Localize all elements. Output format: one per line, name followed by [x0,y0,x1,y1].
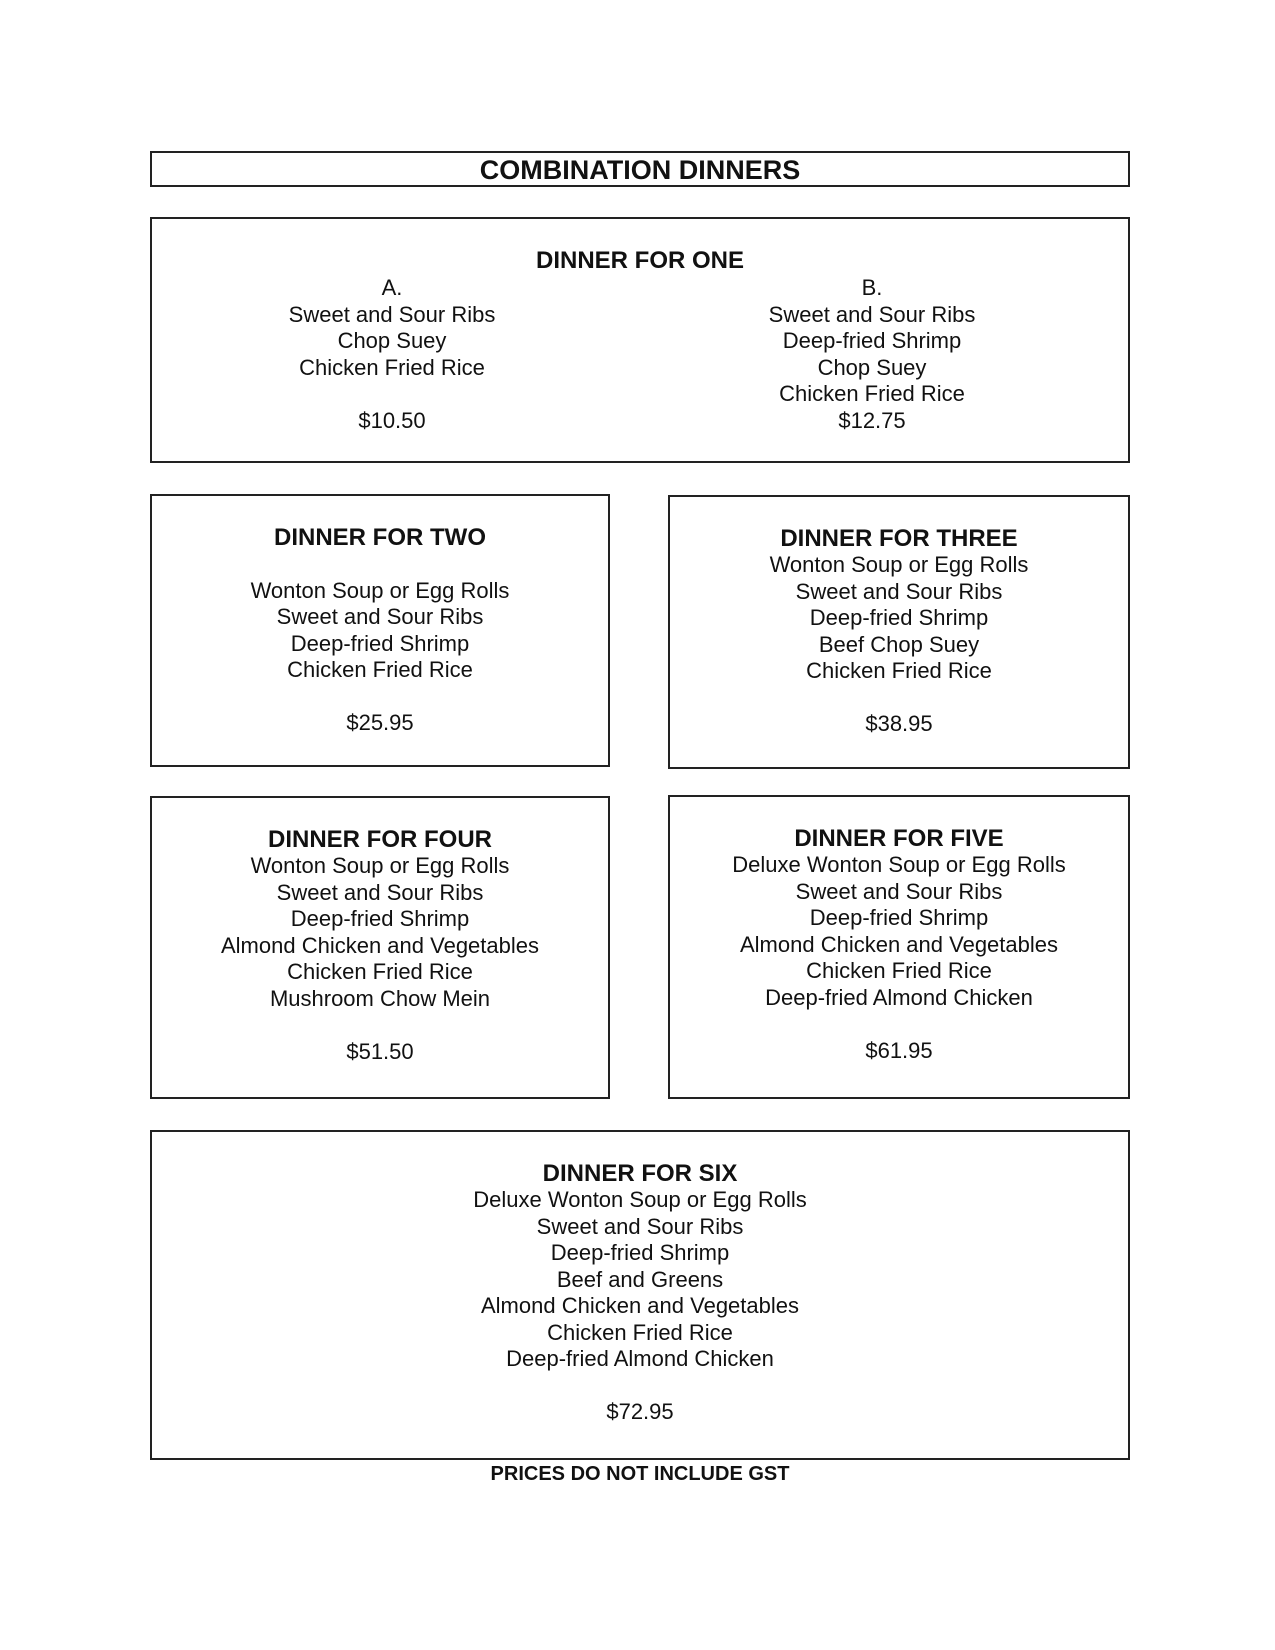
menu-item: Sweet and Sour Ribs [768,301,976,327]
menu-item: Deluxe Wonton Soup or Egg Rolls [732,852,1066,877]
menu-item: Sweet and Sour Ribs [795,878,1003,904]
dinner-for-three-price: $38.95 [865,711,933,736]
menu-item: Chop Suey [817,354,927,380]
option-b-price: $12.75 [838,407,906,433]
menu-item: Mushroom Chow Mein [269,985,491,1011]
menu-item: Beef Chop Suey [818,631,980,657]
dinner-for-three-title: DINNER FOR THREE [780,525,1018,552]
menu-item: Wonton Soup or Egg Rolls [769,552,1029,577]
dinner-for-five-box [668,795,1130,1099]
dinner-for-one-box [150,217,1130,463]
menu-item: Sweet and Sour Ribs [276,604,484,629]
dinner-for-four-title: DINNER FOR FOUR [268,826,492,853]
menu-item: Deep-fried Shrimp [550,1240,730,1265]
option-a-price: $10.50 [358,407,426,433]
menu-item: Sweet and Sour Ribs [276,879,484,905]
menu-item: Chicken Fried Rice [299,354,485,380]
dinner-for-two-title: DINNER FOR TWO [274,524,486,551]
dinner-for-six-title: DINNER FOR SIX [542,1160,738,1187]
menu-item: Wonton Soup or Egg Rolls [250,853,510,878]
menu-item: Chicken Fried Rice [779,381,965,406]
dinner-for-three-box [668,495,1130,769]
dinner-for-two-box [150,494,610,767]
option-b-label: B. [861,275,883,300]
menu-item: Deluxe Wonton Soup or Egg Rolls [473,1187,807,1212]
menu-item: Deep-fried Shrimp [782,328,962,353]
menu-item: Deep-fried Shrimp [809,905,989,930]
option-a-label: A. [381,275,403,300]
dinner-for-two-price: $25.95 [346,710,414,735]
menu-item: Deep-fried Shrimp [809,605,989,630]
menu-item: Deep-fried Shrimp [290,630,470,656]
dinner-for-four-price: $51.50 [346,1038,414,1064]
option-a-column [242,275,542,434]
option-b-column [712,275,1032,434]
menu-item: Chicken Fried Rice [806,958,992,983]
menu-item: Almond Chicken and Vegetables [740,931,1058,957]
menu-item: Deep-fried Almond Chicken [506,1346,774,1371]
menu-item: Almond Chicken and Vegetables [221,932,539,958]
menu-item: Chop Suey [337,328,447,353]
menu-item: Sweet and Sour Ribs [795,578,1003,604]
menu-item: Chicken Fried Rice [547,1319,733,1345]
menu-item: Sweet and Sour Ribs [288,301,496,327]
menu-item: Almond Chicken and Vegetables [481,1293,799,1318]
menu-item: Chicken Fried Rice [287,959,473,984]
menu-item: Chicken Fried Rice [287,657,473,682]
menu-item: Sweet and Sour Ribs [536,1213,744,1239]
dinner-for-six-price: $72.95 [606,1399,674,1424]
dinner-for-six-box [150,1130,1130,1460]
menu-item: Wonton Soup or Egg Rolls [250,577,510,603]
dinner-for-five-price: $61.95 [865,1037,933,1063]
menu-item: Beef and Greens [556,1266,724,1292]
title-box [150,151,1130,187]
menu-item: Deep-fried Almond Chicken [765,984,1033,1010]
menu-item: Deep-fried Shrimp [290,906,470,931]
dinner-for-one-title: DINNER FOR ONE [535,247,744,274]
dinner-for-four-box [150,796,610,1099]
dinner-for-five-title: DINNER FOR FIVE [794,825,1004,852]
page-title: COMBINATION DINNERS [479,155,801,185]
footer-note: PRICES DO NOT INCLUDE GST [490,1463,790,1485]
menu-item: Chicken Fried Rice [806,658,992,683]
